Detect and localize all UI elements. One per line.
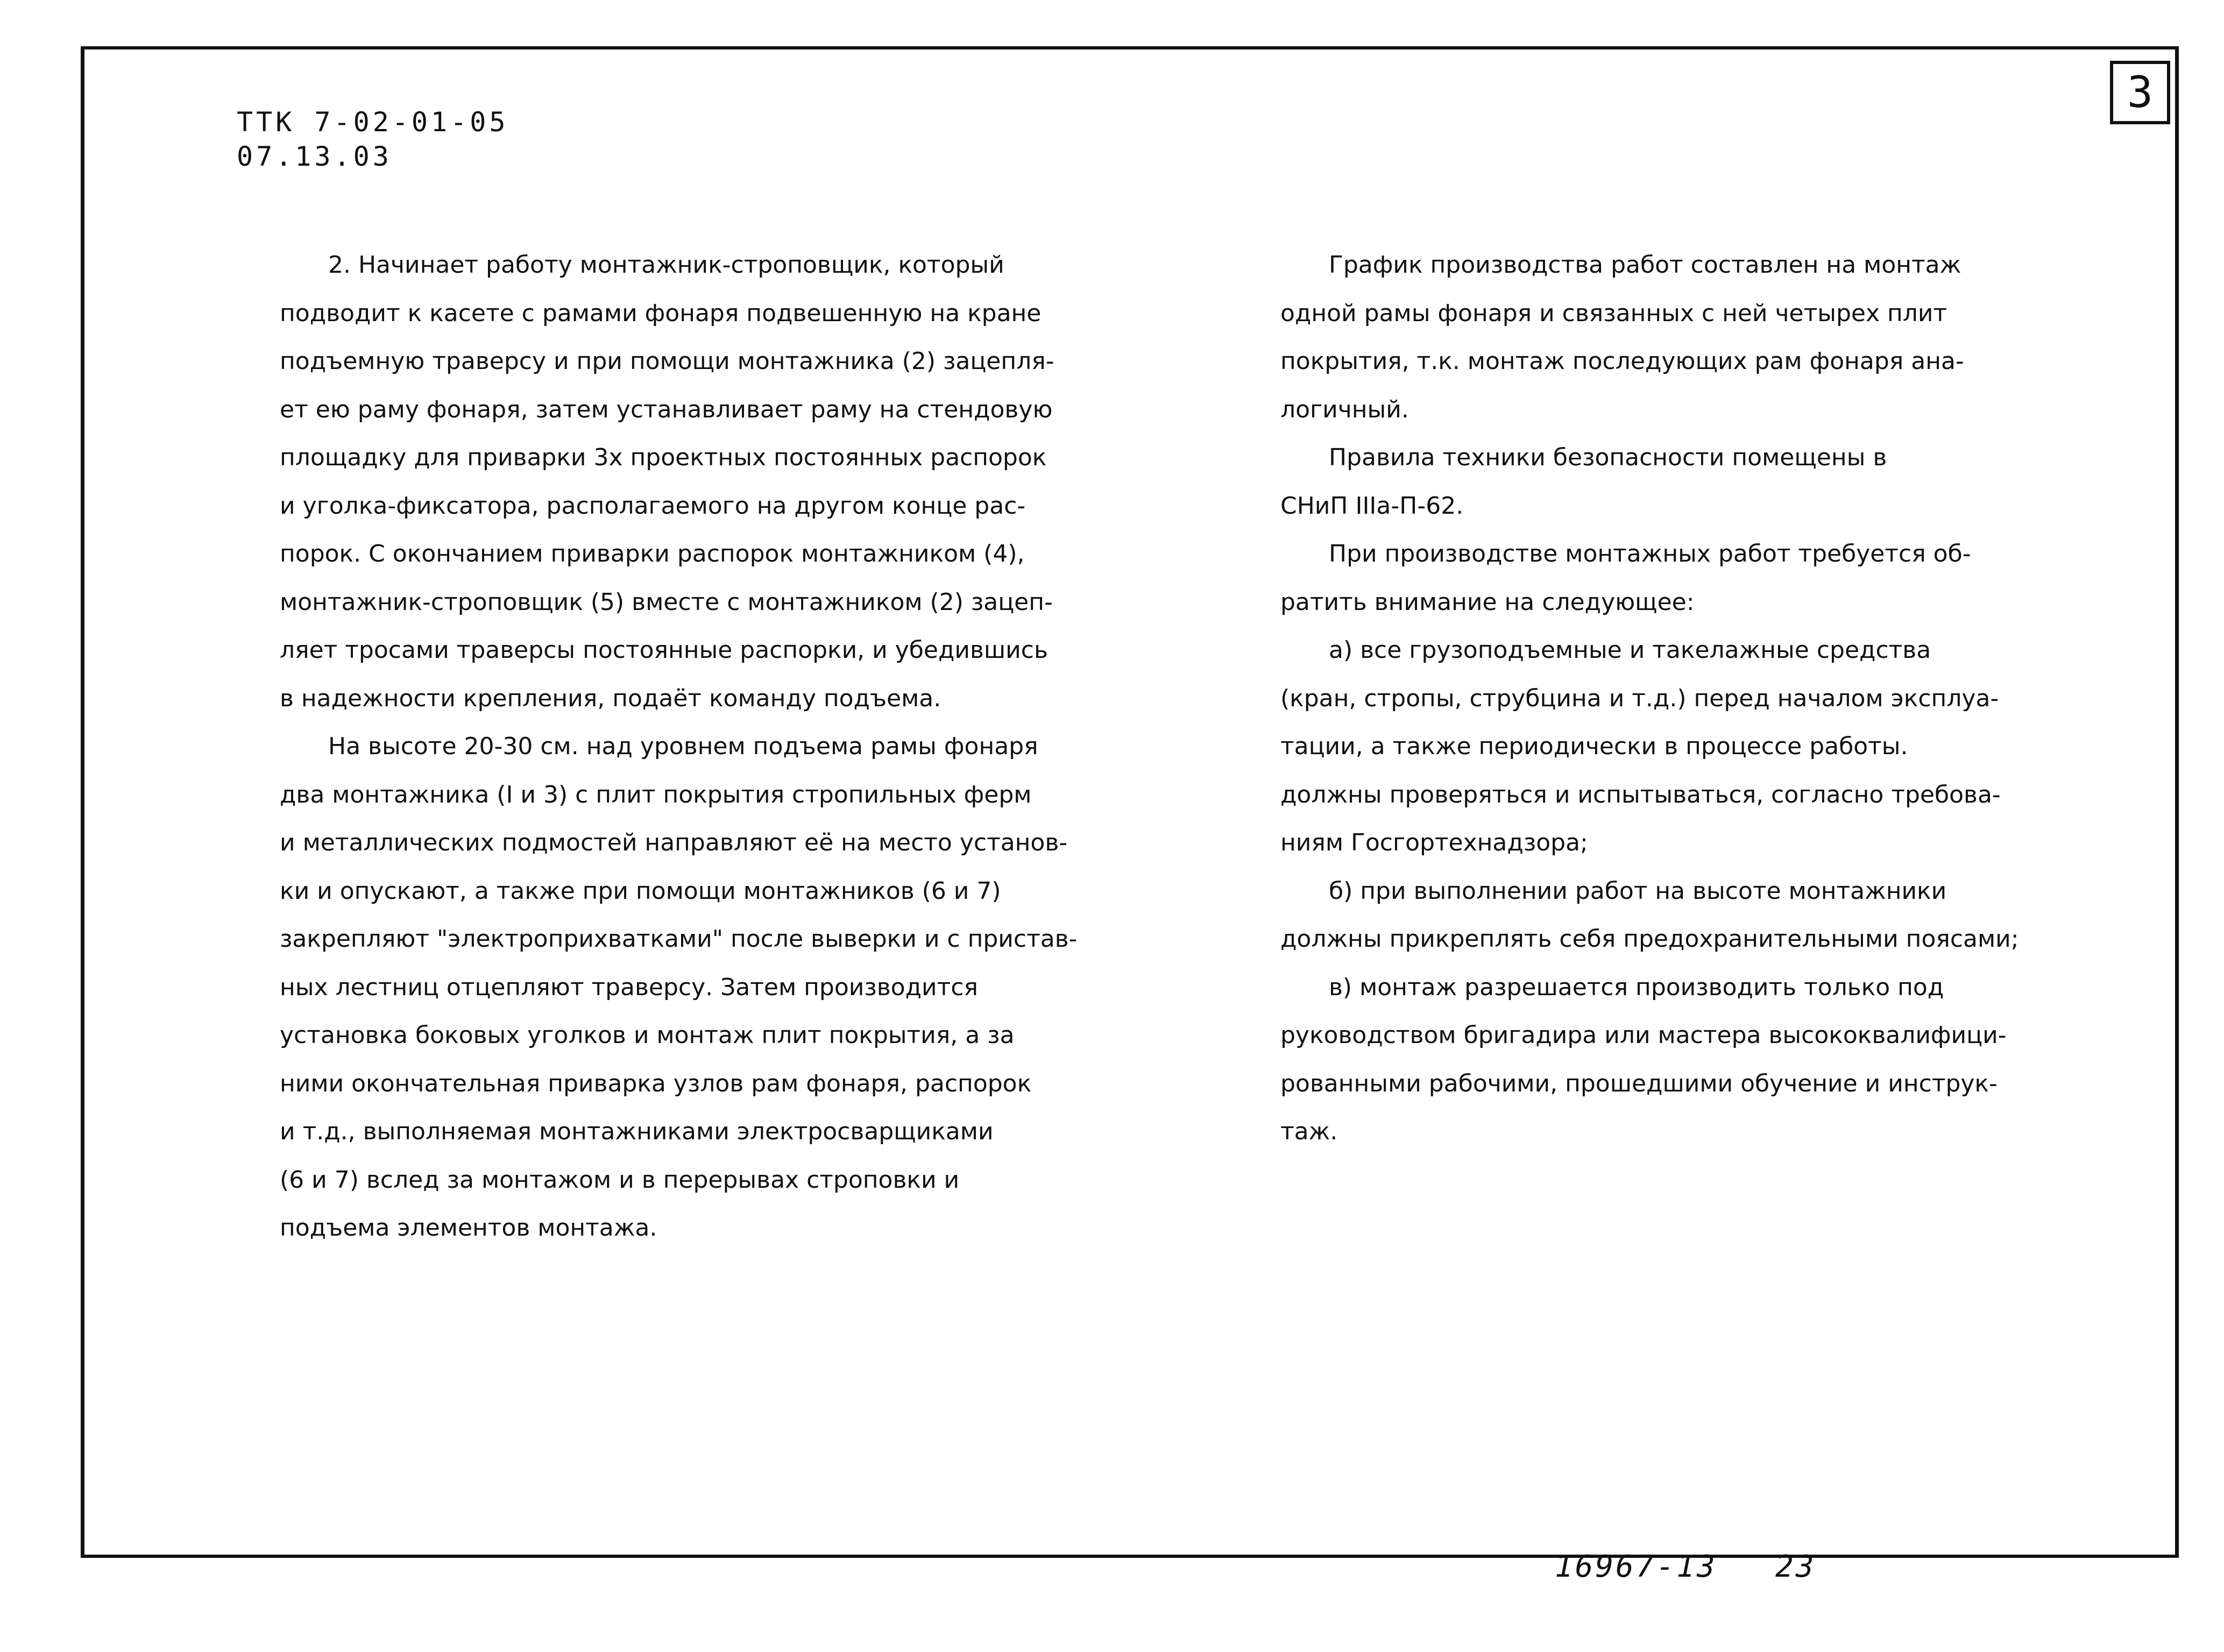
text-line: ных лестниц отцепляют траверсу. Затем производится [280,973,978,1001]
text-line: тации, а также периодически в процессе работы. [1280,733,1908,760]
text-line: График производства работ составлен на монтаж [1329,251,1961,279]
text-line: ляет тросами траверсы постоянные распорки, и убедившись [280,636,1048,664]
text-line: рованными рабочими, прошедшими обучение и инструк- [1280,1069,1998,1097]
text-line: установка боковых уголков и монтаж плит покрытия, а за [280,1022,1015,1049]
text-line: монтажник-строповщик (5) вместе с монтажником (2) зацеп- [280,588,1053,616]
footer-sheet-number: 23 [1775,1549,1816,1584]
text-line: закрепляют "электроприхватками" после выверки и с пристав- [280,925,1078,953]
text-line: Правила техники безопасности помещены в [1329,444,1887,471]
text-line: ет ею раму фонаря, затем устанавливает раму на стендовую [280,395,1053,423]
footer-document-number: 16967-13 [1555,1549,1717,1584]
text-line: и т.д., выполняемая монтажниками электросварщиками [280,1118,994,1145]
text-line: в надежности крепления, подаёт команду подъема. [280,684,941,712]
text-line: логичный. [1280,395,1409,423]
text-line: порок. С окончанием приварки распорок монтажником (4), [280,540,1025,568]
right-text-column [1280,241,2120,1156]
text-line: таж. [1280,1118,1338,1145]
text-line: ниям Госгортехнадзора; [1280,829,1588,856]
text-line: руководством бригадира или мастера высококвалифици- [1280,1022,2007,1049]
text-line: 2. Начинает работу монтажник-строповщик, который [328,251,1004,279]
text-line: покрытия, т.к. монтаж последующих рам фонаря ана- [1280,348,1964,375]
text-line: площадку для приварки 3х проектных постоянных распорок [280,444,1047,471]
text-line: и металлических подмостей направляют её на место установ- [280,829,1068,856]
text-line: подъемную траверсу и при помощи монтажника (2) зацепля- [280,348,1054,375]
text-line: ки и опускают, а также при помощи монтажников (6 и 7) [280,877,1001,905]
text-line: (кран, стропы, струбцина и т.д.) перед началом эксплуа- [1280,684,1999,712]
left-text-column [280,241,1200,1252]
text-line: ними окончательная приварка узлов рам фонаря, распорок [280,1069,1032,1097]
document-code: ТТК 7-02-01-05 [237,107,509,138]
text-line: в) монтаж разрешается производить только под [1329,973,1944,1001]
text-line: При производстве монтажных работ требуется об- [1329,540,1971,568]
text-line: а) все грузоподъемные и такелажные средства [1329,636,1931,664]
text-line: На высоте 20-30 см. над уровнем подъема рамы фонаря [328,733,1038,760]
text-line: должны проверяться и испытываться, согласно требова- [1280,781,2001,809]
page-number-box [2110,61,2170,124]
text-line: подъема элементов монтажа. [280,1214,657,1242]
text-line: должны прикреплять себя предохранительными поясами; [1280,925,2019,953]
text-line: СНиП IIIа-П-62. [1280,492,1464,520]
page-number: 3 [2127,67,2154,117]
text-line: два монтажника (I и 3) с плит покрытия стропильных ферм [280,781,1032,809]
text-line: и уголка-фиксатора, располагаемого на другом конце рас- [280,492,1026,520]
text-line: б) при выполнении работ на высоте монтажники [1329,877,1947,905]
text-line: (6 и 7) вслед за монтажом и в перерывах строповки и [280,1166,960,1194]
text-line: ратить внимание на следующее: [1280,588,1695,616]
text-line: одной рамы фонаря и связанных с ней четырех плит [1280,299,1947,327]
document-date-code: 07.13.03 [237,141,392,172]
text-line: подводит к касете с рамами фонаря подвешенную на кране [280,299,1042,327]
